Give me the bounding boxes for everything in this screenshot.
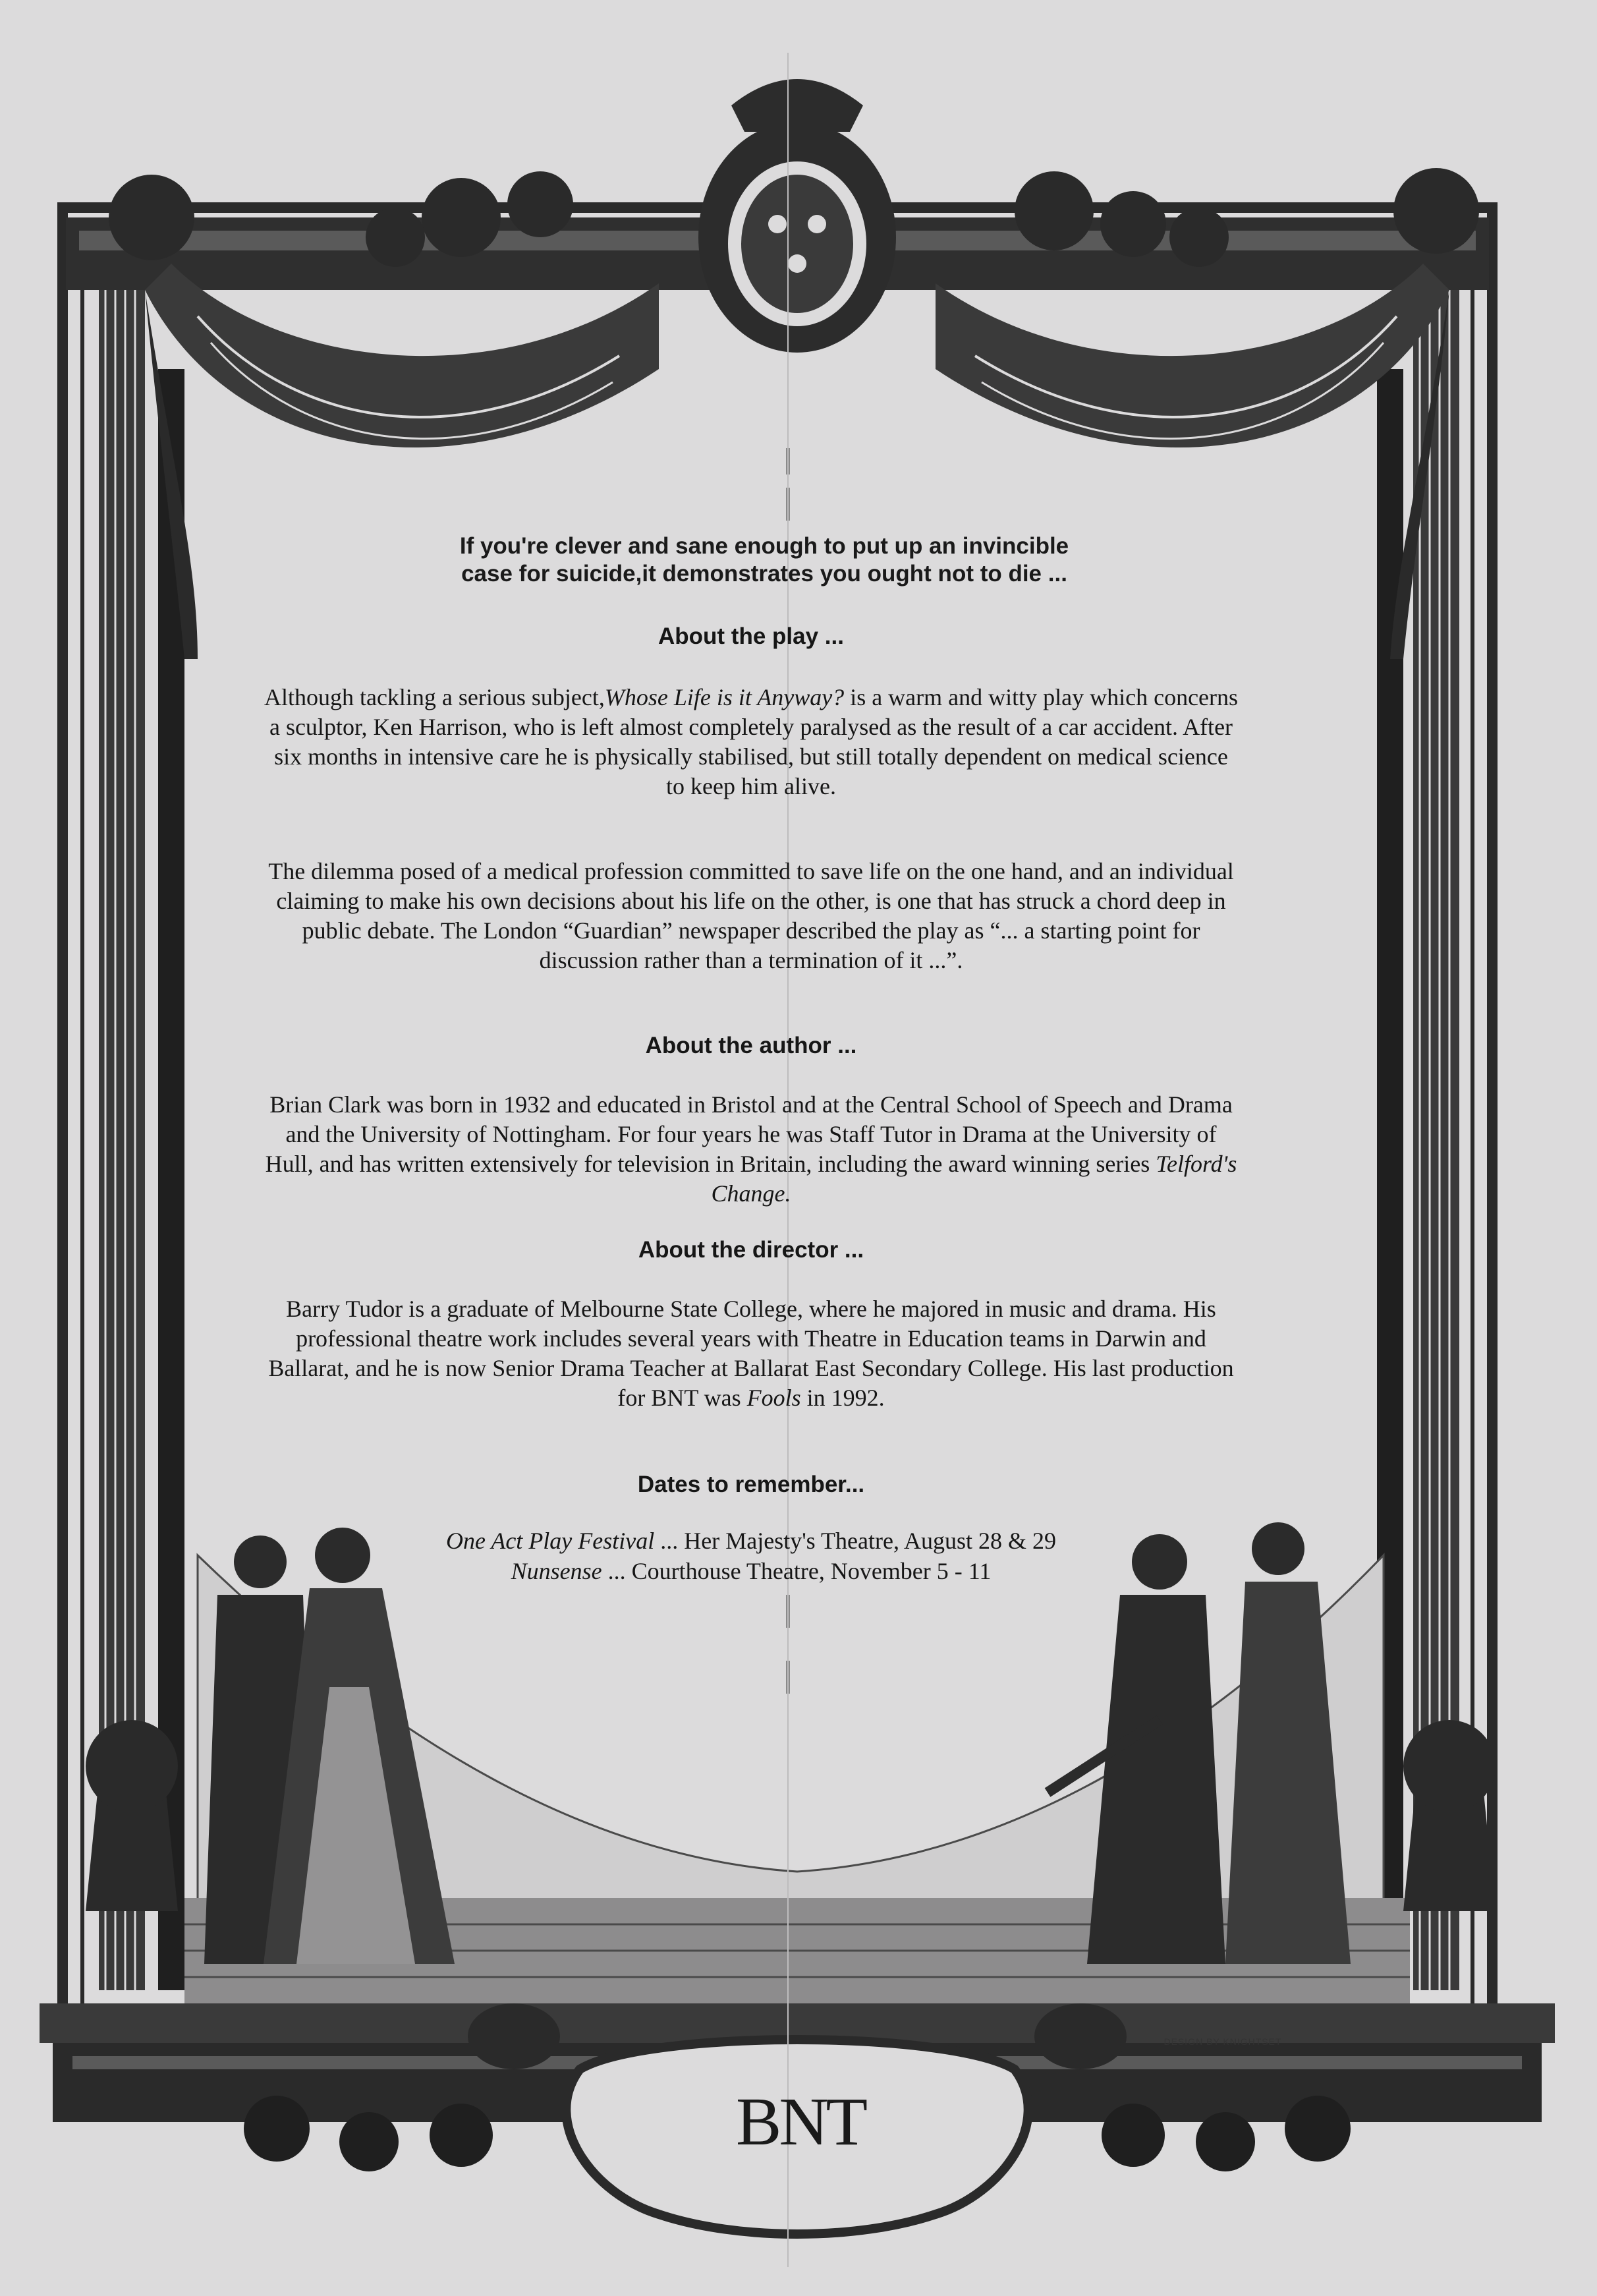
director-p-pre: Barry Tudor is a graduate of Melbourne State College, where he majored in music and drama. His professional theatre work includes several years with Theatre in Education teams in Darwin and Ballarat, and he is now Senior Drama Teacher at Ballarat East Secondary College. His last production for BNT was (268, 1296, 1234, 1411)
tagline-line-2: case for suicide,it demonstrates you ought not to die ... (461, 561, 1067, 587)
heading-dates: Dates to remember... (637, 1472, 865, 1497)
right-figures (1048, 1522, 1351, 1964)
play-p1-post: is a warm and witty play which concerns a sculptor, Ken Harrison, who is left almost completely paralysed as the result of a car accident. After six months in intensive care he is physically stabilised, but still totally dependent on medical science to keep him alive. (269, 684, 1239, 799)
dates-line-1 (343, 1526, 1160, 1556)
bnt-logo: BNT (736, 2084, 865, 2160)
director-p-post: in 1992. (800, 1385, 885, 1411)
design-credit: DESIGN BY KNIGHTSET (1163, 2036, 1282, 2047)
dates-line-2 (343, 1557, 1160, 1586)
heading-about-play: About the play ... (658, 623, 844, 649)
event-1-details: ... Her Majesty's Theatre, August 28 & 29 (654, 1528, 1056, 1554)
event-2-title: Nunsense (511, 1558, 602, 1584)
tagline (356, 532, 1173, 588)
play-paragraph-2: The dilemma posed of a medical profession committed to save life on the one hand, and an individual claiming to make his own decisions about his life on the other, is one that has struck a chord deep in public debate. The London “Guardian” newspaper described the play as “... a starting point for discussion rather than a termination of it ...”. (268, 858, 1234, 973)
director-paragraph (264, 1294, 1239, 1413)
event-1-title: One Act Play Festival (446, 1528, 655, 1554)
play-paragraph-1 (264, 683, 1239, 801)
crest-emblem (698, 79, 896, 353)
director-production-title: Fools (746, 1385, 801, 1411)
play-p1-pre: Although tackling a serious subject, (264, 684, 605, 710)
tagline-line-1: If you're clever and sane enough to put up an invincible (459, 533, 1069, 559)
event-2-details: ... Courthouse Theatre, November 5 - 11 (602, 1558, 992, 1584)
heading-about-director: About the director ... (638, 1237, 864, 1263)
author-paragraph (264, 1090, 1239, 1209)
author-p-pre: Brian Clark was born in 1932 and educated in Bristol and at the Central School of Speech and Drama and the University of Nottingham. For four years he was Staff Tutor in Drama at the University of Hull, and has written extensively for television in Britain, including the award winning series (265, 1091, 1233, 1177)
heading-about-author: About the author ... (645, 1033, 857, 1058)
play-title: Whose Life is it Anyway? (604, 684, 845, 710)
author-series-title: Telford's Change. (711, 1151, 1237, 1207)
